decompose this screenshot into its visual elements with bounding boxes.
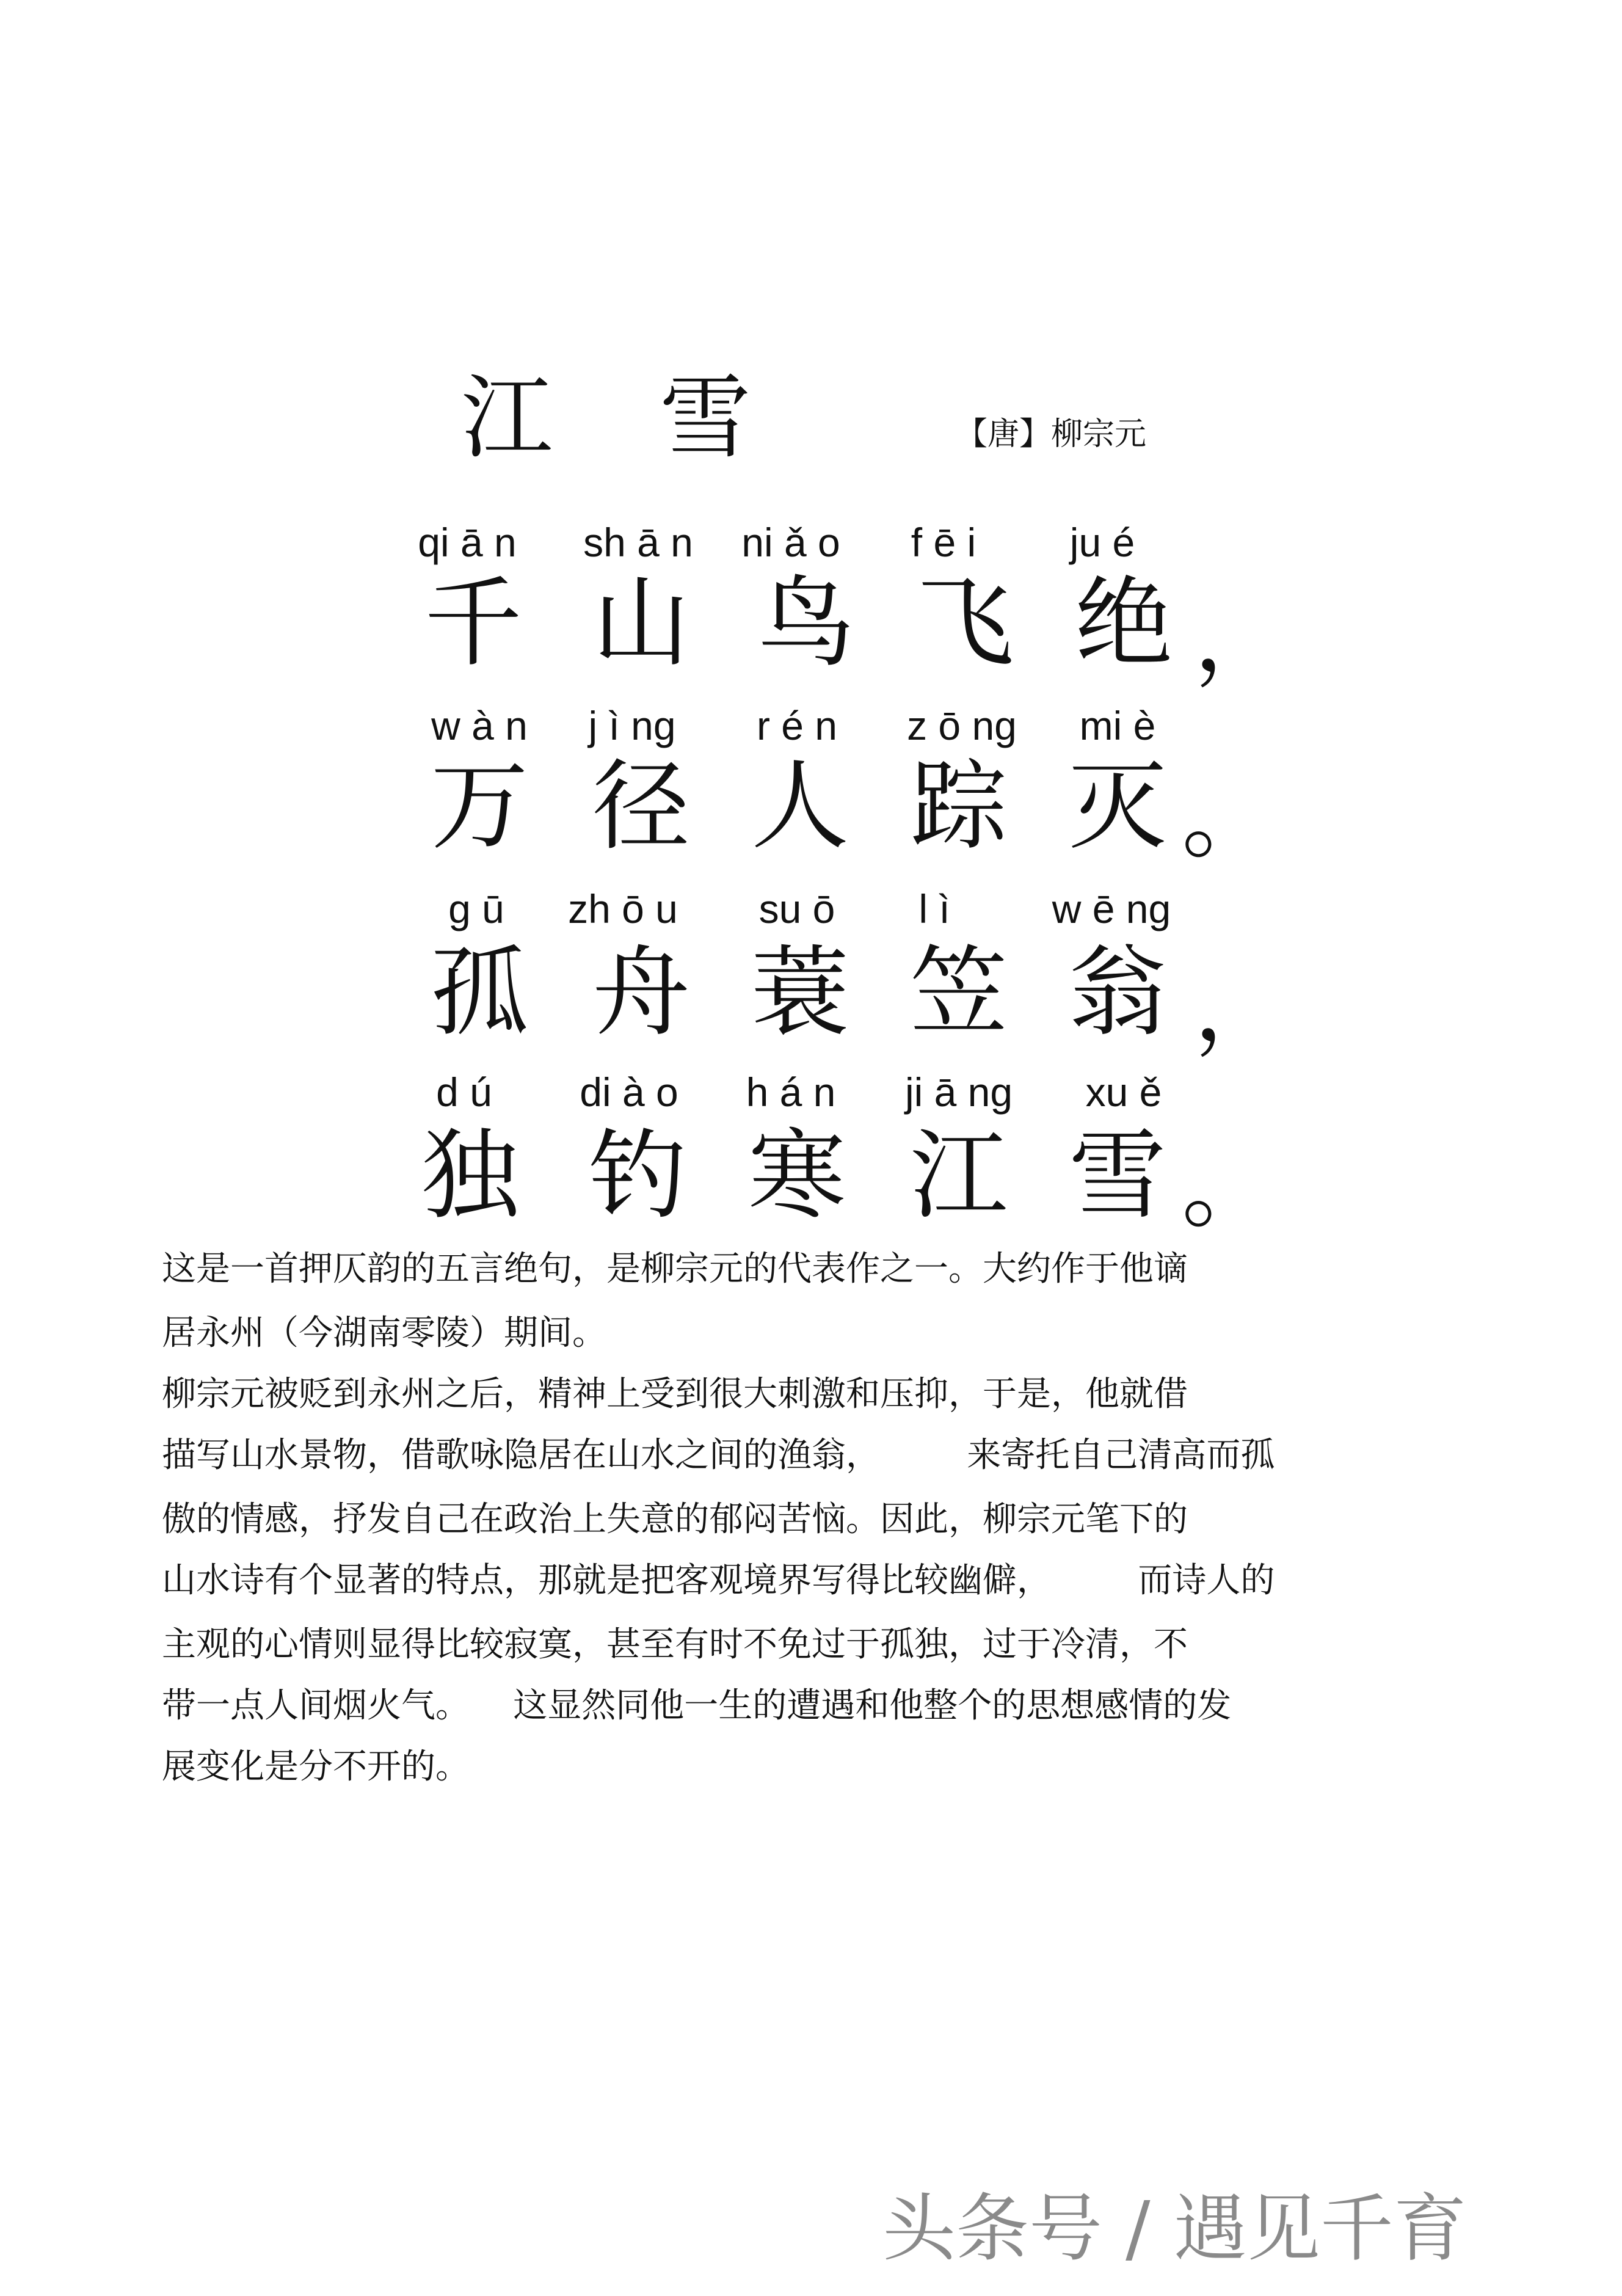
pinyin-4-4: ji ā ng [904,1070,1013,1115]
pinyin-2-5: mi è [1079,703,1156,748]
hanzi-2-3: 人 [751,749,849,863]
title-char-1: 江 [461,365,553,472]
hanzi-1-5: 绝 [1074,566,1173,680]
poem-punct-2: 。 [1182,765,1274,872]
hanzi-3-5: 翁 [1068,935,1166,1049]
pinyin-3-1: g ū [448,886,504,931]
paragraph-line-1: 这是一首押仄韵的五言绝句，是柳宗元的代表作之一。大约作于他谪 [162,1249,1188,1289]
hanzi-1-2: 山 [592,566,690,680]
hanzi-2-5: 灭 [1068,749,1166,863]
pinyin-3-2: zh ō u [568,886,678,931]
hanzi-4-2: 钓 [589,1118,687,1233]
pinyin-1-4: f ē i [911,520,976,565]
pinyin-4-1: d ú [436,1070,492,1115]
pinyin-1-5: ju é [1069,520,1135,565]
pinyin-4-2: di à o [580,1070,678,1115]
paragraph-line-9: 展变化是分不开的。 [162,1747,470,1787]
pinyin-2-1: w à n [431,703,528,748]
hanzi-4-4: 江 [909,1118,1008,1233]
hanzi-4-3: 寒 [747,1118,846,1233]
pinyin-4-3: h á n [746,1070,836,1115]
hanzi-1-3: 鸟 [757,566,855,680]
paragraph-line-3: 柳宗元被贬到永州之后，精神上受到很大刺激和压抑，于是，他就借 [162,1374,1188,1414]
paragraph-line-5: 傲的情感，抒发自己在政治上失意的郁闷苦恼。因此，柳宗元笔下的 [162,1500,1188,1539]
poem-punct-3: ， [1194,955,1286,1061]
pinyin-3-5: w ē ng [1052,886,1171,931]
poem-author: 【唐】柳宗元 [956,416,1147,453]
pinyin-3-4: l ì [918,886,950,931]
hanzi-4-1: 独 [421,1118,519,1233]
pinyin-2-2: j ì ng [588,703,676,748]
hanzi-2-4: 踪 [909,749,1008,863]
paragraph-line-6: 山水诗有个显著的特点，那就是把客观境界写得比较幽僻， 而诗人的 [162,1561,1275,1600]
pinyin-1-1: qi ā n [418,520,517,565]
pinyin-2-4: z ō ng [907,703,1017,748]
pinyin-2-3: r é n [756,703,838,748]
hanzi-1-1: 千 [424,566,522,680]
paragraph-line-4: 描写山水景物，借歌咏隐居在山水之间的渔翁， 来寄托自己清高而孤 [162,1435,1275,1475]
hanzi-2-2: 径 [592,749,690,863]
poem-punct-4: 。 [1182,1135,1274,1241]
hanzi-2-1: 万 [430,749,528,863]
hanzi-4-5: 雪 [1068,1118,1166,1233]
hanzi-3-2: 舟 [592,935,690,1049]
pinyin-4-5: xu ě [1085,1070,1162,1115]
paragraph-line-7: 主观的心情则显得比较寂寞，甚至有时不免过于孤独，过于冷清，不 [162,1625,1188,1664]
pinyin-1-2: sh ā n [583,520,693,565]
hanzi-3-4: 笠 [909,935,1008,1049]
watermark-text: 头条号 / 遇见千育 [882,2187,1467,2272]
title-char-2: 雪 [660,365,752,472]
pinyin-1-3: ni ǎ o [741,520,840,565]
hanzi-3-3: 蓑 [751,935,849,1049]
paragraph-line-8: 带一点人间烟火气。 这显然同他一生的遭遇和他整个的思想感情的发 [162,1686,1232,1726]
paragraph-line-2: 居永州（今湖南零陵）期间。 [162,1313,606,1353]
hanzi-1-4: 飞 [915,566,1014,680]
hanzi-3-1: 孤 [430,935,528,1049]
poem-punct-1: ， [1194,585,1286,691]
pinyin-3-3: su ō [758,886,835,931]
